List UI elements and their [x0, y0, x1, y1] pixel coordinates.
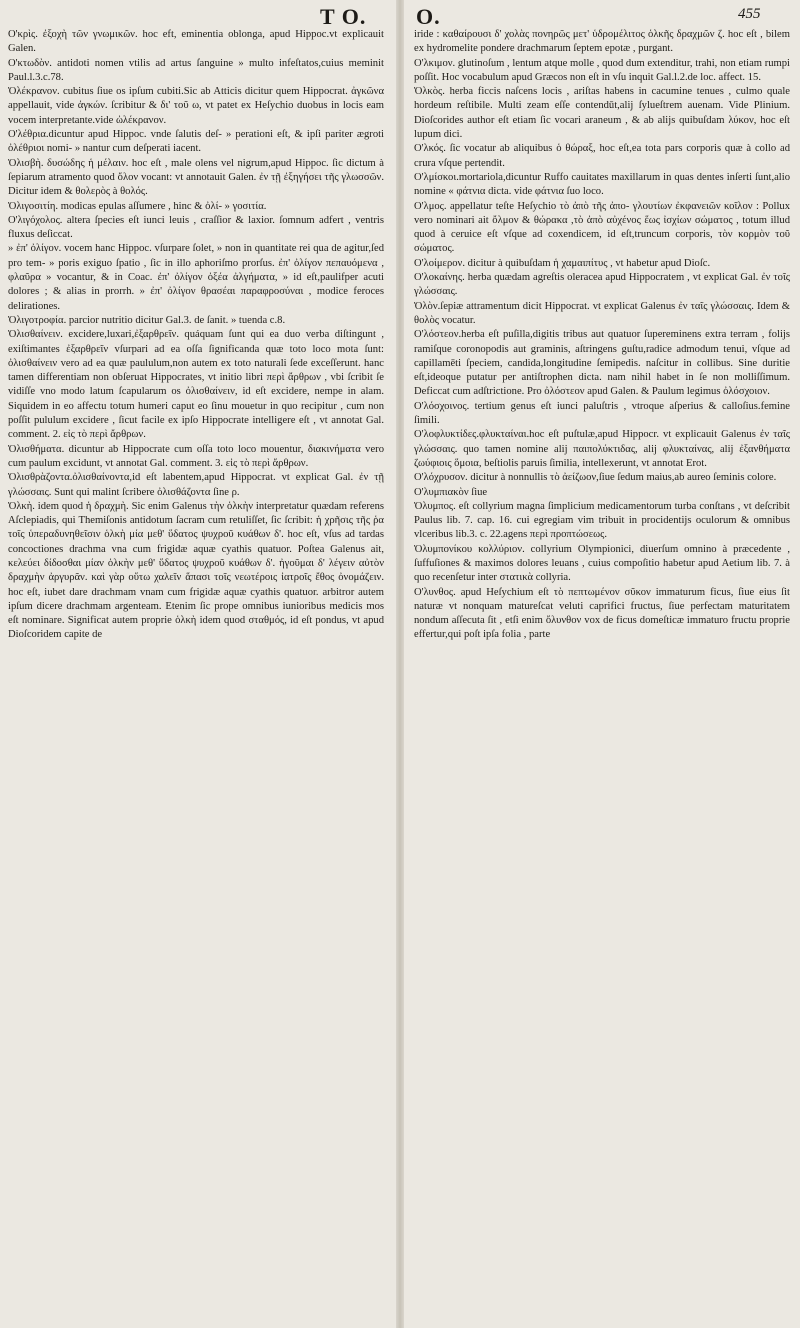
entry: Ὀλισθαίνειν. excidere,luxari,ἐξαρθρεῖν. quáquam ſunt qui ea duo verba diſtingunt , exiſtimantes ἐξαρθρεῖν vſurpari ad ea oſſa ſignificanda quæ toto loco mota ſunt: ὀλισθαίνειν vero ad ea quæ paululum,non autem ex toto naturali ſede exceſſerunt. hanc tamen differentiam non obſeruat Hippocrates, vt initio libri περὶ ἄρθρων , vbi ſcribit ſe vidiſſe vno modo latum ſcapularum os ὀλισθαίνειν, id eſt excidere, nempe in alam. Siquidem in eo affectu totum humeri caput eo ſinu mouetur in quo recipitur , cum non poſſit pululum excidere , ſicut facile ex ipſo Hippocrate intelligere eſt , vt annotat Gal. comment. 2. εἰς τὸ περὶ ἄρθρων. [8, 329, 384, 441]
entry: O'λκιμον. glutinoſum , lentum atque molle , quod dum extenditur, trahi, non etiam rumpi poſſit. Hoc vocabulum apud Græcos non eſt in vſu inquit Gal.l.2.de loc. affect. 15. [414, 57, 790, 83]
entry: O'κτωδὸν. antidoti nomen vtilis ad artus ſanguine » multo infeſtatos,cuius meminit Paul.l.3.c.78. [8, 57, 384, 83]
entry: Ὀλὸν.ſepiæ attramentum dicit Hippocrat. vt explicat Galenus ἐν ταῖς γλώσσαις. Idem & θολὸς vocatur. [414, 300, 790, 326]
left-column [8, 28, 384, 643]
entry: Ὀλυμπονίκου κολλύριον. collyrium Olympionici, diuerſum omnino à præcedente , ſuffuſiones & maximos dolores leuans , cuius compoſitio habetur apud Aetium lib. 7. à quo recenſetur inter στατικὰ collyria. [414, 543, 790, 584]
entry: O'λιγόχολος. altera ſpecies eſt iunci leuis , craſſior & laxior. ſomnum adfert , ventris fluxus deſiccat. [8, 214, 384, 241]
entry: Ὀλκὴ. idem quod ἡ δραχμὴ. Sic enim Galenus τὴν ὁλκὴν interpretatur quædam referens Aſclepiadis, qui Themiſonis antidotum ſacram cum retuliſſet, ſic ſcribit: ἡ χρῆσις τῆς ῥα τοῖς ὑπεραδυνηθεῖσιν ὁλκὴ μία μεθ' ὕδατος ψυχροῦ κυάθων δ'. hoc eſt, vſus ad tardas concoctiones drachma vna cum frigidæ aquæ cyathis quatuor. Poſtea Galenus ait, κελεύει δίδοσθαι μίαν ὁλκὴν μεθ' ὕδατος ψυχροῦ κυάθων δ'. ἠγοῦμαι δ' λέγειν αὐτὸν δραχμὴν ἀργυρᾶν. καὶ γὰρ οὕτω χαλεῖν ἅπασι τοῖς νεωτέροις ἰατροῖς ἔθος ὀνομάζειν. hoc eſt, iubet dare drachmam vnam cum frigidæ aquæ cyathis quatuor. arbitror autem ipſum dicere drachmam argenteam. Etenim ſic prope omnibus iunioribus medicis mos eſt nominare. Significat autem proprie ὁλκὴ idem quod σταθμός, id eſt pondus, vt apud Dioſcoridem capite de [8, 500, 384, 641]
entry: O'λμος. appellatur teſte Heſychio τὸ ἀπὸ τῆς ἀπο- γλουτίων ἐκφανειῶν κοῖλον : Pollux vero nominari ait ὄλμον & θώρακα ,τὸ ἀπὸ αὐχένος ἕως ἰσχίων σώματος , totum illud quod à ceruice eſt vſque ad coxendicem, id eſt,truncum corporis, τὸν κορμὸν τοῦ σώματος. [414, 200, 790, 255]
book-gutter [396, 0, 404, 1328]
entry: Ὀλέκρανον. cubitus ſiue os ipſum cubiti.Sic ab Atticis dicitur quem Hippocrat. ἀγκῶνα appellauit, vide ἀγκών. ſcribitur & δι' τοῦ ω, vt patet ex Heſychio duobus in locis eam vocem interpretante.vide ὠλέκρανον. [8, 86, 384, 126]
entry: O'κρὶς. ἐξοχὴ τῶν γνωμικῶν. hoc eft, eminentia oblonga, apud Hippoc.vt explicauit Galen. [8, 29, 384, 55]
entry: O'λοίμερον. dicitur à quibuſdam ἡ χαμαιπίτυς , vt habetur apud Dioſc. [414, 257, 711, 269]
entry: O'λέθρια.dicuntur apud Hippoc. vnde ſalutis deſ- » perationi eſt, & ipſi pariter ægroti ὀλέθριοι nomi- » nantur cum deſperati iacent. [8, 129, 384, 155]
entry: Ὀλκὸς. herba ficcis naſcens locis , ariſtas habens in cacumine tenues , culmo quale hordeum reſtibile. Multi zeam eſſe contendūt,alij ſylueſtrem auenam. Vide Plinium. Dioſcorides author eſt etiam ſic vocari araneum , & ab alijs quibuſdam λύκον, hoc eſt lupum dici. [414, 86, 790, 141]
right-running-title: O. [416, 4, 441, 29]
entry: Ὀλυμπος. eſt collyrium magna ſimplicium medicamentorum turba conſtans , vt deſcribit Paulus lib. 7. cap. 16. cui egregiam vim tribuit in procidentijs oculorum & omnibus vlceribus lib.3. c. 22.agens περὶ προπτώσεως. [414, 500, 790, 541]
entry: iride : καθαίρουσι δ' χολὰς πονηρῶς μετ' ὑδρομέλιτος ὁλκῆς δραχμῶν ζ. hoc eſt , bilem ex hydromelite pondere drachmarum ſeptem epotæ , purgant. [414, 29, 790, 55]
page-number: 455 [738, 6, 761, 22]
entry: O'λοκαίνης. herba quædam agreſtis oleracea apud Hippocratem , vt explicat Gal. ἐν τοῖς γλώσσαις. [414, 272, 790, 298]
left-running-title: T O. [320, 4, 367, 29]
entry: O'λόσχοινος. tertium genus eſt iunci paluſtris , vtroque aſperius & calloſius.femine ſimili. [414, 400, 790, 427]
entry: Ὀλισθήματα. dicuntur ab Hippocrate cum oſſa toto loco mouentur, διακινήματα vero cum paulum excidunt, vt annotat Gal. comment. 3. εἰς τὸ περὶ ἄρθρων. [8, 443, 384, 469]
entry: O'λκός. ſic vocatur ab aliquibus ὁ θώραξ, hoc eſt,ea tota pars corporis quæ à collo ad crura vſque pertendit. [414, 143, 790, 169]
entry: O'λμίσκοι.mortariola,dicuntur Ruffo cauitates maxillarum in quas dentes inſerti ſunt,alio nomine « φάτνια dicta. vide φάτνια ſuo loco. [414, 171, 790, 198]
entry: O'λοφλυκτίδες.φλυκταίναι.hoc eſt puſtulæ,apud Hippocr. vt explicauit Galenus ἐν ταῖς γλώσσαις. quo tamen nomine alij παιπολύκτιδας, alij φλυκταίνας, alij ἐξανθήματα ζωύφιοις ὅμοια, beſtiolis paruis ſimilia, intellexerunt, vt annotat Erot. [414, 429, 790, 469]
entry: » ἐπ' ὀλίγον. vocem hanc Hippoc. vſurpare ſolet, » non in quantitate rei qua de agitur,ſed pro tem- » poris exiguo ſpatio , ſic in illo aphoriſmo prorſus. ἐπ' ὀλίγον πεπαυόμενα , φλαῦρα » vocantur, & in Coac. ἐπ' ὀλίγον ὀξέα ἀλγήματα, » id eſt,paulifper acuti dolores ; & alias in prorrh. » ἐπ' ὀλίγον θρασέαι παραφροσύναι , modice feroces delirationes. [8, 243, 384, 312]
entry: O'λυμπιακὸν ſiue [414, 486, 488, 498]
entry: Ὀλισβὴ. δυσώδης ἡ μέλαιν. hoc eſt , male olens vel nigrum,apud Hippoc. ſic dictum à ſepiarum atramento quod ὄλον vocant: vt annotauit Galen. ἐν τῇ ἐξηγήσει τῆς γλωσσῶν. Dicitur idem & θολερὸς à θολός. [8, 157, 384, 198]
right-column [414, 28, 790, 643]
entry: Ὀλιγοτροφία. parcior nutritio dicitur Gal.3. de ſanit. » tuenda c.8. [8, 314, 286, 326]
entry: Ὀλιγοσιτίη. modicas epulas aſſumere , hinc & ὀλί- » γοσιτία. [8, 200, 267, 212]
entry: O'λόχρυσον. dicitur à nonnullis τὸ ἀείζωον,ſiue ſedum maius,ab aureo ſeminis colore. [414, 472, 777, 484]
entry: O'λόστεον.herba eſt puſilla,digitis tribus aut quatuor ſupereminens extra terram , folijs ramiſque coronopodis aut graminis, aſtringens guſtu,radice admodum tenui, vſque ad capillamēti ſpeciem, candida,longitudine ſemipedis. naſcitur in collibus. Sine duritie eſt,ideoque putatur per antiſtrophen dicta. nam nihil habet in ſe non molliſſimum. Deficcat cum adſtrictione. Pro ὀλόστεον apud Galen. & Paulum legimus ὀλόσχοιον. [414, 329, 790, 398]
entry: Ὀλισθρὰζοντα.ὀλισθαίνοντα,id eſt labentem,apud Hippocrat. vt explicat Gal. ἐν τῇ γλώσσαις. Sunt qui malint ſcribere ὀλισθάζοντα ſine ρ. [8, 472, 384, 498]
entry: O'λυνθος. apud Heſychium eſt τὸ πεπτωμένον σῦκον immaturum ficus, ſiue eius ſit naturæ vt nonquam matureſcat veluti caprifici fructus, ſiue perfectam maturitatem nondum aſſecuta ſit , etſi enim ὄλυνθον vox de ficus domeſticæ immaturo fructu proprie effertur,qui poſt ipſa folia , parte [414, 586, 790, 641]
